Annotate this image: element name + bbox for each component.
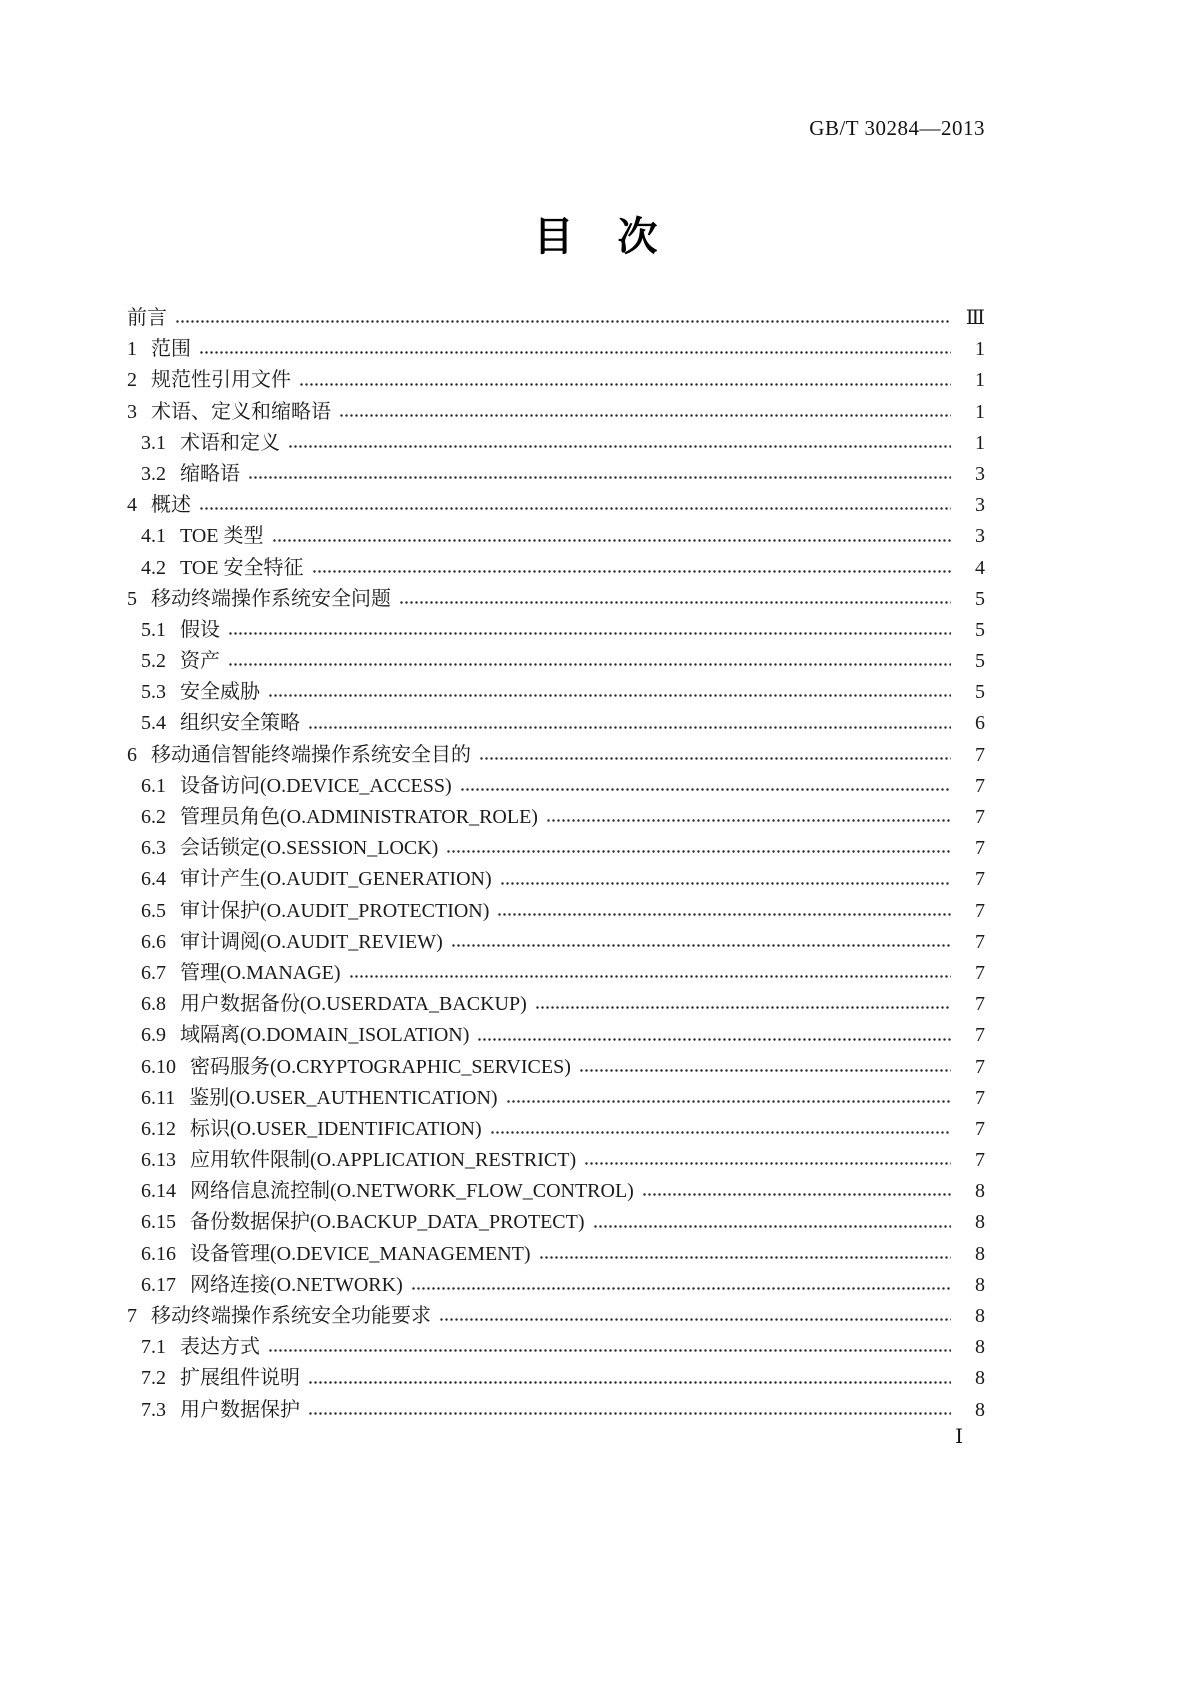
toc-entry	[127, 1020, 985, 1051]
dot-leader	[593, 1207, 951, 1238]
toc-list	[127, 303, 985, 1426]
toc-entry-label: 移动通信智能终端操作系统安全目的	[151, 743, 471, 766]
toc-entry-page: 7	[975, 1086, 985, 1109]
toc-entry-page: 7	[975, 1117, 985, 1140]
toc-entry-page: 5	[975, 681, 985, 704]
toc-entry-label: 标识(O.USER_IDENTIFICATION)	[190, 1117, 482, 1140]
toc-entry-number: 6.15	[141, 1211, 176, 1234]
toc-entry	[127, 428, 985, 459]
dot-leader	[535, 989, 951, 1020]
toc-entry-page: 7	[975, 868, 985, 891]
dot-leader	[299, 365, 951, 396]
toc-entry-label: 设备访问(O.DEVICE_ACCESS)	[180, 774, 452, 797]
toc-entry	[127, 1301, 985, 1332]
dot-leader	[500, 864, 951, 895]
toc-entry	[127, 989, 985, 1020]
toc-entry-number: 5.3	[141, 681, 166, 704]
toc-entry-page: 7	[975, 806, 985, 828]
toc-entry-number: 7.3	[141, 1398, 166, 1421]
toc-entry-page: 8	[975, 1336, 985, 1359]
toc-entry-page: 1	[975, 369, 985, 392]
toc-entry	[127, 864, 985, 895]
dot-leader	[490, 1114, 951, 1145]
dot-leader	[439, 1301, 951, 1332]
toc-entry-page: 8	[975, 1367, 985, 1390]
toc-entry	[127, 1239, 985, 1270]
toc-entry-number: 3.1	[141, 431, 166, 454]
toc-entry	[127, 802, 985, 833]
toc-entry-page: 7	[975, 837, 985, 860]
toc-entry-number: 4.2	[141, 556, 166, 579]
toc-entry	[127, 927, 985, 958]
toc-entry-number: 7.1	[141, 1336, 166, 1359]
toc-entry-page: 7	[975, 993, 985, 1016]
dot-leader	[539, 1239, 951, 1270]
toc-entry-label: 审计保护(O.AUDIT_PROTECTION)	[180, 899, 490, 922]
toc-entry	[127, 303, 985, 334]
toc-entry	[127, 771, 985, 802]
dot-leader	[546, 802, 951, 833]
toc-entry-label: 设备管理(O.DEVICE_MANAGEMENT)	[190, 1242, 531, 1265]
toc-entry	[127, 740, 985, 771]
toc-entry-label: 密码服务(O.CRYPTOGRAPHIC_SERVICES)	[190, 1055, 571, 1078]
dot-leader	[308, 708, 951, 739]
toc-entry-number: 6.17	[141, 1273, 176, 1296]
toc-entry-label: 用户数据备份(O.USERDATA_BACKUP)	[180, 993, 527, 1016]
toc-entry-number: 1	[127, 338, 137, 361]
page-title: 目 次	[533, 214, 658, 259]
page-header	[809, 116, 985, 141]
toc-entry-number: 7.2	[141, 1367, 166, 1390]
toc-entry-label: 扩展组件说明	[180, 1367, 300, 1390]
dot-leader	[477, 1020, 951, 1051]
doc-number: GB/T 30284—2013	[809, 116, 985, 140]
toc-entry-number: 5.4	[141, 712, 166, 735]
toc-entry-label: 审计调阅(O.AUDIT_REVIEW)	[180, 930, 443, 953]
toc-entry	[127, 1083, 985, 1114]
toc-entry	[127, 365, 985, 396]
toc-entry-number: 4.1	[141, 525, 166, 548]
toc-entry-page: 1	[975, 338, 985, 361]
dot-leader	[339, 397, 951, 428]
toc-entry	[127, 833, 985, 864]
toc-entry-number: 6.2	[141, 806, 166, 828]
toc-entry-number: 6.8	[141, 993, 166, 1016]
dot-leader	[199, 334, 951, 365]
dot-leader	[248, 459, 951, 490]
toc-entry	[127, 1363, 985, 1394]
toc-entry	[127, 1332, 985, 1363]
toc-entry-page: 8	[975, 1180, 985, 1203]
toc-entry-page: 7	[975, 774, 985, 797]
toc-entry	[127, 708, 985, 739]
toc-entry-page: 8	[975, 1305, 985, 1327]
toc-entry-page: 7	[975, 1024, 985, 1047]
toc-entry-number: 6	[127, 743, 137, 766]
toc-entry-label: TOE 类型	[180, 525, 264, 548]
toc-entry	[127, 1114, 985, 1145]
toc-entry	[127, 615, 985, 646]
toc-entry-page: 7	[975, 899, 985, 922]
toc-entry-label: 表达方式	[180, 1336, 260, 1359]
toc-entry	[127, 958, 985, 989]
toc-entry-page: 5	[975, 587, 985, 610]
toc-entry-number: 7	[127, 1305, 137, 1327]
dot-leader	[451, 927, 951, 958]
toc-entry	[127, 1270, 985, 1301]
toc-entry-label: 范围	[151, 338, 191, 361]
toc-entry-page: 3	[975, 525, 985, 548]
dot-leader	[288, 428, 951, 459]
toc-entry-number: 6.11	[141, 1086, 176, 1109]
toc-entry-label: 备份数据保护(O.BACKUP_DATA_PROTECT)	[190, 1211, 585, 1234]
toc-entry-number: 6.9	[141, 1024, 166, 1047]
toc-entry-label: 移动终端操作系统安全功能要求	[151, 1305, 431, 1327]
toc-entry-page: 3	[975, 494, 985, 517]
toc-entry-number: 6.13	[141, 1149, 176, 1172]
dot-leader	[479, 740, 951, 771]
dot-leader	[506, 1083, 951, 1114]
toc-entry-label: 移动终端操作系统安全问题	[151, 587, 391, 610]
dot-leader	[228, 646, 951, 677]
toc-entry-number: 6.16	[141, 1242, 176, 1265]
dot-leader	[312, 553, 951, 584]
dot-leader	[579, 1052, 951, 1083]
toc-entry-page: 6	[975, 712, 985, 735]
toc-entry-number: 6.4	[141, 868, 166, 891]
toc-entry-label: 假设	[180, 618, 220, 641]
toc-entry	[127, 521, 985, 552]
toc-entry-number: 6.12	[141, 1117, 176, 1140]
toc-entry-number: 6.5	[141, 899, 166, 922]
toc-entry-page: 1	[975, 431, 985, 454]
toc-entry-number: 5.1	[141, 618, 166, 641]
dot-leader	[228, 615, 951, 646]
dot-leader	[642, 1176, 951, 1207]
toc-entry-number: 3.2	[141, 462, 166, 485]
dot-leader	[584, 1145, 951, 1176]
toc-entry-label: 应用软件限制(O.APPLICATION_RESTRICT)	[190, 1149, 577, 1172]
dot-leader	[446, 833, 951, 864]
toc-entry-number: 6.3	[141, 837, 166, 860]
dot-leader	[497, 896, 951, 927]
toc-entry-label: 缩略语	[180, 462, 240, 485]
dot-leader	[399, 584, 951, 615]
toc-entry-number: 4	[127, 494, 137, 517]
toc-entry-label: 会话锁定(O.SESSION_LOCK)	[180, 837, 439, 860]
dot-leader	[308, 1363, 951, 1394]
toc-entry-page: 8	[975, 1273, 985, 1296]
toc-entry-page: Ⅲ	[965, 307, 985, 329]
toc-entry-number: 6.6	[141, 930, 166, 953]
toc-entry-label: 用户数据保护	[180, 1398, 300, 1421]
toc-entry-number: 5	[127, 587, 137, 610]
toc-entry-page: 7	[975, 930, 985, 953]
toc-entry-page: 4	[975, 556, 985, 579]
toc-entry-number: 6.7	[141, 961, 166, 984]
toc-entry	[127, 896, 985, 927]
toc-entry	[127, 459, 985, 490]
toc-entry-page: 7	[975, 1055, 985, 1078]
dot-leader	[175, 303, 951, 334]
toc-entry-label: 组织安全策略	[180, 712, 300, 735]
dot-leader	[411, 1270, 951, 1301]
page-footer	[955, 1424, 963, 1449]
toc-entry	[127, 397, 985, 428]
toc-entry-label: TOE 安全特征	[180, 556, 304, 579]
dot-leader	[268, 1332, 951, 1363]
toc-entry-label: 概述	[151, 494, 191, 517]
toc-entry	[127, 584, 985, 615]
toc-entry-page: 5	[975, 650, 985, 673]
toc-entry-number: 6.1	[141, 774, 166, 797]
toc-entry-label: 网络信息流控制(O.NETWORK_FLOW_CONTROL)	[190, 1180, 634, 1203]
toc-entry	[127, 1176, 985, 1207]
toc-entry	[127, 1207, 985, 1238]
toc-entry-label: 鉴别(O.USER_AUTHENTICATION)	[189, 1086, 498, 1109]
toc-entry-number: 5.2	[141, 650, 166, 673]
toc-entry-label: 审计产生(O.AUDIT_GENERATION)	[180, 868, 492, 891]
toc-entry-number: 6.10	[141, 1055, 176, 1078]
toc-entry-number: 6.14	[141, 1180, 176, 1203]
toc-entry-number: 2	[127, 369, 137, 392]
toc-entry-label: 资产	[180, 650, 220, 673]
dot-leader	[349, 958, 951, 989]
dot-leader	[199, 490, 951, 521]
toc-entry	[127, 1052, 985, 1083]
toc-entry-label: 术语、定义和缩略语	[151, 400, 331, 423]
toc-entry-page: 5	[975, 618, 985, 641]
toc-entry-label: 域隔离(O.DOMAIN_ISOLATION)	[180, 1024, 470, 1047]
toc-entry-page: 7	[975, 961, 985, 984]
toc-entry-page: 8	[975, 1211, 985, 1234]
toc-entry-number: 3	[127, 400, 137, 423]
toc-entry-page: 8	[975, 1398, 985, 1421]
toc-entry-label: 前言	[127, 307, 167, 329]
page-number: Ⅰ	[955, 1426, 963, 1448]
toc-entry	[127, 677, 985, 708]
toc-entry-label: 管理(O.MANAGE)	[180, 961, 341, 984]
toc-entry-page: 7	[975, 743, 985, 766]
toc-entry-page: 3	[975, 462, 985, 485]
toc-entry	[127, 1395, 985, 1426]
toc-entry-label: 规范性引用文件	[151, 369, 291, 392]
toc-entry	[127, 646, 985, 677]
toc-entry-label: 网络连接(O.NETWORK)	[190, 1273, 403, 1296]
toc-entry-page: 7	[975, 1149, 985, 1172]
dot-leader	[460, 771, 951, 802]
toc-entry	[127, 1145, 985, 1176]
toc-entry-label: 安全威胁	[180, 681, 260, 704]
toc-entry	[127, 490, 985, 521]
toc-entry-label: 管理员角色(O.ADMINISTRATOR_ROLE)	[180, 806, 538, 828]
toc-entry	[127, 553, 985, 584]
toc-entry-page: 1	[975, 400, 985, 423]
dot-leader	[268, 677, 951, 708]
toc-entry-label: 术语和定义	[180, 431, 280, 454]
dot-leader	[272, 521, 951, 552]
dot-leader	[308, 1395, 951, 1426]
toc-entry-page: 8	[975, 1242, 985, 1265]
toc-entry	[127, 334, 985, 365]
